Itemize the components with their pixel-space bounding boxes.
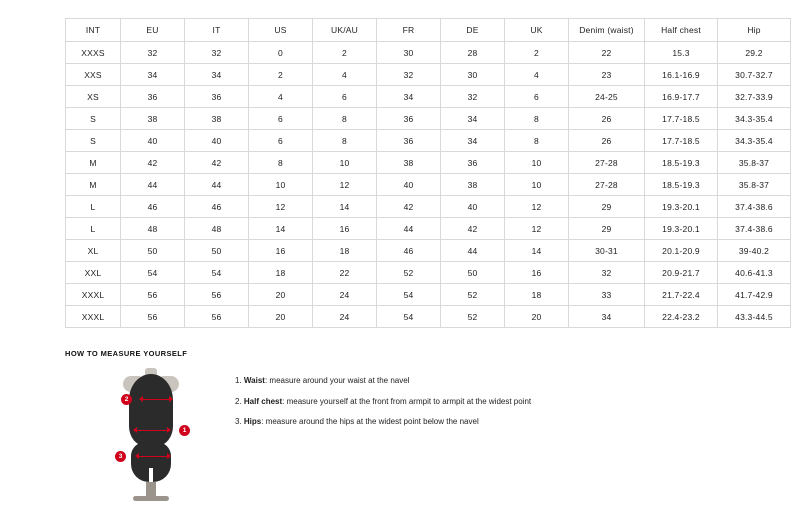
measure-title: HOW TO MEASURE YOURSELF xyxy=(65,349,188,358)
column-header-half-chest: Half chest xyxy=(645,19,718,42)
table-cell: 15.3 xyxy=(645,42,718,64)
table-cell: S xyxy=(66,108,121,130)
table-cell: 19.3-20.1 xyxy=(645,218,718,240)
table-cell: 54 xyxy=(377,284,441,306)
marker-3: 3 xyxy=(115,451,126,462)
table-cell: 35.8-37 xyxy=(718,174,791,196)
column-header-eu: EU xyxy=(121,19,185,42)
table-cell: 6 xyxy=(313,86,377,108)
table-cell: 48 xyxy=(185,218,249,240)
table-cell: 22 xyxy=(569,42,645,64)
table-row xyxy=(66,64,791,86)
table-cell: 40 xyxy=(185,130,249,152)
table-cell: 0 xyxy=(249,42,313,64)
table-row xyxy=(66,284,791,306)
measure-item-half-chest xyxy=(235,397,531,407)
waist-arrow-left-icon xyxy=(133,427,137,433)
table-cell: 10 xyxy=(249,174,313,196)
measure-item-term: Waist xyxy=(243,376,265,385)
table-row xyxy=(66,130,791,152)
table-row xyxy=(66,306,791,328)
table-cell: 16 xyxy=(249,240,313,262)
waist-measure-line xyxy=(137,430,167,431)
table-cell: XXXS xyxy=(66,42,121,64)
table-row xyxy=(66,196,791,218)
table-cell: 32 xyxy=(569,262,645,284)
table-row xyxy=(66,240,791,262)
table-cell: 8 xyxy=(505,130,569,152)
table-cell: 32 xyxy=(185,42,249,64)
table-cell: XL xyxy=(66,240,121,262)
table-cell: 14 xyxy=(313,196,377,218)
table-cell: 10 xyxy=(505,174,569,196)
table-cell: XXXL xyxy=(66,284,121,306)
table-cell: 24 xyxy=(313,284,377,306)
table-cell: 50 xyxy=(185,240,249,262)
table-cell: 2 xyxy=(249,64,313,86)
table-cell: 44 xyxy=(377,218,441,240)
table-cell: 8 xyxy=(505,108,569,130)
figure-stand-base xyxy=(133,496,169,501)
table-cell: 32 xyxy=(121,42,185,64)
column-header-denim-waist: Denim (waist) xyxy=(569,19,645,42)
table-cell: 40 xyxy=(441,196,505,218)
column-header-int: INT xyxy=(66,19,121,42)
table-cell: 22 xyxy=(313,262,377,284)
table-cell: 38 xyxy=(441,174,505,196)
table-cell: 18.5-19.3 xyxy=(645,152,718,174)
table-cell: 52 xyxy=(377,262,441,284)
table-cell: 37.4-38.6 xyxy=(718,218,791,240)
table-row xyxy=(66,218,791,240)
table-cell: 17.7-18.5 xyxy=(645,130,718,152)
column-header-us: US xyxy=(249,19,313,42)
measure-item-waist xyxy=(235,376,531,386)
table-cell: 44 xyxy=(441,240,505,262)
measure-item-number: 1. xyxy=(235,376,242,385)
figure-torso xyxy=(129,374,173,446)
table-cell: 30-31 xyxy=(569,240,645,262)
table-cell: 43.3-44.5 xyxy=(718,306,791,328)
table-cell: 26 xyxy=(569,108,645,130)
table-cell: 56 xyxy=(185,306,249,328)
table-cell: 42 xyxy=(377,196,441,218)
table-cell: 20 xyxy=(249,306,313,328)
table-cell: 28 xyxy=(441,42,505,64)
table-cell: 10 xyxy=(505,152,569,174)
table-cell: 6 xyxy=(249,108,313,130)
waist-arrow-right-icon xyxy=(167,427,171,433)
column-header-uk-au: UK/AU xyxy=(313,19,377,42)
table-cell: 34 xyxy=(441,108,505,130)
table-cell: 42 xyxy=(121,152,185,174)
table-cell: 24 xyxy=(313,306,377,328)
table-cell: 22.4-23.2 xyxy=(645,306,718,328)
table-cell: 46 xyxy=(121,196,185,218)
table-cell: 38 xyxy=(185,108,249,130)
table-header-row xyxy=(66,19,791,42)
table-cell: 52 xyxy=(441,306,505,328)
measure-item-term: Half chest xyxy=(243,396,283,406)
table-cell: 46 xyxy=(185,196,249,218)
table-row xyxy=(66,152,791,174)
table-cell: XXL xyxy=(66,262,121,284)
measure-item-hips xyxy=(235,417,531,427)
table-cell: 18.5-19.3 xyxy=(645,174,718,196)
hip-arrow-right-icon xyxy=(167,453,171,459)
table-cell: 34.3-35.4 xyxy=(718,130,791,152)
hip-measure-line xyxy=(139,456,167,457)
table-cell: L xyxy=(66,218,121,240)
table-cell: 44 xyxy=(185,174,249,196)
table-cell: 20.1-20.9 xyxy=(645,240,718,262)
measure-item-term: Hips xyxy=(243,417,262,427)
table-cell: 16.9-17.7 xyxy=(645,86,718,108)
how-to-measure-section xyxy=(65,349,745,503)
measure-item-text: : measure around the hips at the widest point below the navel xyxy=(261,417,479,427)
table-cell: XXXL xyxy=(66,306,121,328)
table-cell: S xyxy=(66,130,121,152)
table-cell: 44 xyxy=(121,174,185,196)
table-row xyxy=(66,262,791,284)
table-cell: 17.7-18.5 xyxy=(645,108,718,130)
table-cell: 48 xyxy=(121,218,185,240)
table-cell: 54 xyxy=(377,306,441,328)
table-cell: 14 xyxy=(249,218,313,240)
table-cell: 29.2 xyxy=(718,42,791,64)
table-cell: 36 xyxy=(377,130,441,152)
table-cell: 35.8-37 xyxy=(718,152,791,174)
table-cell: 30 xyxy=(377,42,441,64)
table-row xyxy=(66,42,791,64)
table-cell: M xyxy=(66,174,121,196)
table-cell: 40 xyxy=(121,130,185,152)
table-cell: 23 xyxy=(569,64,645,86)
table-cell: 16.1-16.9 xyxy=(645,64,718,86)
table-cell: 46 xyxy=(377,240,441,262)
table-row xyxy=(66,174,791,196)
table-cell: 42 xyxy=(441,218,505,240)
table-cell: 2 xyxy=(313,42,377,64)
table-cell: 34 xyxy=(185,64,249,86)
table-cell: 34 xyxy=(441,130,505,152)
measure-item-text: : measure around your waist at the navel xyxy=(264,376,410,385)
table-cell: 54 xyxy=(121,262,185,284)
table-cell: 16 xyxy=(505,262,569,284)
table-cell: 8 xyxy=(249,152,313,174)
table-cell: XS xyxy=(66,86,121,108)
table-cell: M xyxy=(66,152,121,174)
table-row xyxy=(66,86,791,108)
table-cell: 34 xyxy=(121,64,185,86)
table-cell: 32 xyxy=(377,64,441,86)
table-cell: 36 xyxy=(377,108,441,130)
table-cell: 39-40.2 xyxy=(718,240,791,262)
hip-arrow-left-icon xyxy=(135,453,139,459)
table-cell: 54 xyxy=(185,262,249,284)
table-cell: 14 xyxy=(505,240,569,262)
table-cell: 12 xyxy=(505,218,569,240)
table-cell: 19.3-20.1 xyxy=(645,196,718,218)
column-header-de: DE xyxy=(441,19,505,42)
column-header-uk: UK xyxy=(505,19,569,42)
table-cell: L xyxy=(66,196,121,218)
table-cell: 40.6-41.3 xyxy=(718,262,791,284)
table-cell: 18 xyxy=(249,262,313,284)
table-cell: 56 xyxy=(121,306,185,328)
size-chart-table xyxy=(65,18,791,328)
table-cell: 8 xyxy=(313,108,377,130)
table-cell: 10 xyxy=(313,152,377,174)
table-cell: XXS xyxy=(66,64,121,86)
table-cell: 24-25 xyxy=(569,86,645,108)
table-cell: 27-28 xyxy=(569,152,645,174)
table-cell: 34 xyxy=(569,306,645,328)
table-cell: 4 xyxy=(505,64,569,86)
table-cell: 52 xyxy=(441,284,505,306)
table-cell: 50 xyxy=(121,240,185,262)
table-cell: 27-28 xyxy=(569,174,645,196)
mannequin-figure xyxy=(93,368,213,503)
table-cell: 34 xyxy=(377,86,441,108)
table-cell: 12 xyxy=(249,196,313,218)
table-row xyxy=(66,108,791,130)
table-cell: 18 xyxy=(505,284,569,306)
table-cell: 50 xyxy=(441,262,505,284)
table-cell: 32.7-33.9 xyxy=(718,86,791,108)
measure-item-text: : measure yourself at the front from armpit to armpit at the widest point xyxy=(282,396,532,406)
table-cell: 36 xyxy=(441,152,505,174)
table-cell: 42 xyxy=(185,152,249,174)
table-cell: 6 xyxy=(505,86,569,108)
chest-arrow-right-icon xyxy=(169,396,173,402)
table-cell: 40 xyxy=(377,174,441,196)
table-cell: 30.7-32.7 xyxy=(718,64,791,86)
table-cell: 4 xyxy=(249,86,313,108)
table-cell: 8 xyxy=(313,130,377,152)
table-cell: 30 xyxy=(441,64,505,86)
column-header-fr: FR xyxy=(377,19,441,42)
chest-arrow-left-icon xyxy=(139,396,143,402)
table-cell: 29 xyxy=(569,218,645,240)
table-cell: 20 xyxy=(505,306,569,328)
table-cell: 38 xyxy=(377,152,441,174)
table-cell: 20 xyxy=(249,284,313,306)
table-cell: 12 xyxy=(313,174,377,196)
table-cell: 38 xyxy=(121,108,185,130)
table-cell: 26 xyxy=(569,130,645,152)
measure-item-number: 2. xyxy=(235,396,242,406)
table-cell: 4 xyxy=(313,64,377,86)
table-cell: 6 xyxy=(249,130,313,152)
marker-2: 2 xyxy=(121,394,132,405)
table-cell: 56 xyxy=(121,284,185,306)
table-cell: 41.7-42.9 xyxy=(718,284,791,306)
chest-measure-line xyxy=(143,399,169,400)
table-cell: 36 xyxy=(185,86,249,108)
measure-instruction-list xyxy=(235,368,531,438)
table-cell: 56 xyxy=(185,284,249,306)
table-cell: 16 xyxy=(313,218,377,240)
table-cell: 29 xyxy=(569,196,645,218)
table-cell: 20.9-21.7 xyxy=(645,262,718,284)
table-cell: 36 xyxy=(121,86,185,108)
table-cell: 18 xyxy=(313,240,377,262)
table-cell: 21.7-22.4 xyxy=(645,284,718,306)
table-cell: 37.4-38.6 xyxy=(718,196,791,218)
table-cell: 34.3-35.4 xyxy=(718,108,791,130)
column-header-it: IT xyxy=(185,19,249,42)
table-cell: 12 xyxy=(505,196,569,218)
table-cell: 32 xyxy=(441,86,505,108)
measure-item-number: 3. xyxy=(235,417,242,427)
table-cell: 33 xyxy=(569,284,645,306)
column-header-hip: Hip xyxy=(718,19,791,42)
table-cell: 2 xyxy=(505,42,569,64)
marker-1: 1 xyxy=(179,425,190,436)
